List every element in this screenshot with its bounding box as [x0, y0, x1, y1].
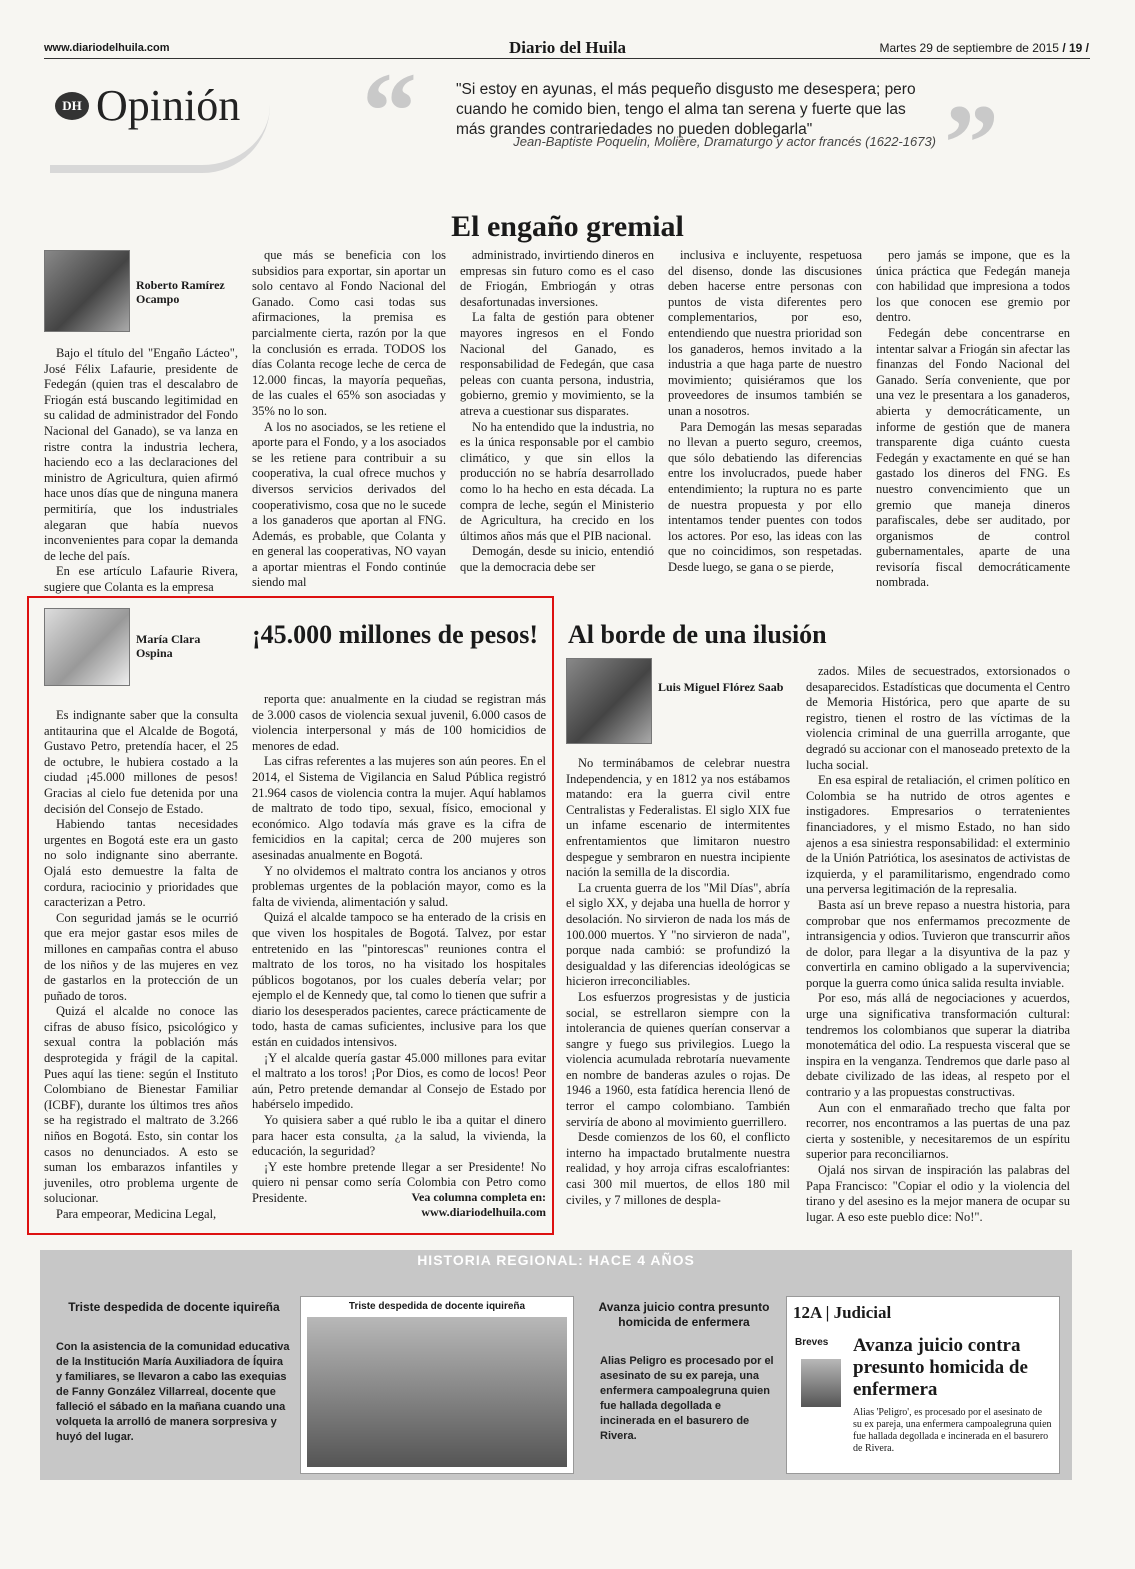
paragraph: pero jamás se impone, que es la única práctica que Fedegán maneja con habilidad que impresiona a todos los que conocen ese gremio por dentro. — [876, 248, 1070, 325]
article3-column-1 — [566, 756, 790, 1226]
quote-author: Jean-Baptiste Poquelin, Molière, Dramaturgo y actor francés (1622-1673) — [513, 134, 936, 149]
paragraph: Aun con el enmarañado trecho que falta por recorrer, nos encontramos a las puertas de una paz cierta y sostenible, y necesitaremos de un espíritu superior para reconciliarnos. — [806, 1100, 1070, 1162]
paragraph: Para empeorar, Medicina Legal, — [56, 1207, 217, 1221]
paragraph: Los esfuerzos progresistas y de justicia social, se estrellaron siempre con la intolerancia de quienes querían conservar a sangre y fuego sus privilegios. Luego la violencia acumulada rebrotaría nuevamente en nombre de banderas azules o rojas. De 1946 a 1960, esta fatídica herencia llenó de terror el campo colombiano. También serviría de abono al movimiento guerrillero. — [566, 989, 790, 1129]
paragraph: Bajo el título del "Engaño Lácteo", José Félix Lafaurie, presidente de Fedegán (quien tras el descalabro de Friogán está buscando legitimidad en su calidad de administrador del Fondo Nacional del Ganado), se va lanza en ristre contra la industria lechera, haciendo eco a las declaraciones del ministro de Agricultura, quien afirmó hace unos días que de ninguna manera permitiría, que los industriales alegaran que había nuevos inconvenientes para copar la demanda de leche del país. — [44, 346, 238, 563]
clip2-breves: Breves — [795, 1337, 829, 1348]
header-rule — [44, 58, 1090, 59]
author-photo — [566, 658, 652, 744]
article1-column-4 — [668, 248, 862, 588]
suspect-photo — [801, 1359, 841, 1407]
paragraph: Quizá el alcalde tampoco se ha enterado de la crisis en que viven los hospitales de Bogotá. Talvez, por estar entretenido en las "pintorescas" reuniones contra el maltrato de los toros, no ha visitado los hospitales públicos bogotanos, por los cuales debería velar; por ejemplo el de Kennedy que, tal como lo tienen que sufrir a diario los desesperados pacientes, carece prácticamente de todo, hasta de camas suficientes, inclusive para los que están en cuidados intensivos. — [252, 910, 546, 1050]
article2-column-1 — [44, 708, 238, 1224]
clip2-section: 12A | Judicial — [793, 1303, 892, 1322]
clip2-headline: Avanza juicio contra presunto homicida de enfermera — [853, 1335, 1028, 1400]
paragraph: Para Demogán las mesas separadas no llevan a puerto seguro, creemos, que sólo debatiendo las diferencias entre los involucrados, puede haber entendimiento; la ruptura no es parte de nuestra propuesta y por ello intentamos tender puentes con todos los actores. Por eso, las ideas con las que no coincidimos, son respetadas. Desde luego, se gana o se pierde, — [668, 419, 862, 574]
paragraph: No ha entendido que la industria, no es la única responsable por el cambio climático, y que sin ellos la producción no se habría desarrollado como lo ha hecho en esta década. La compra de leche, según el Ministerio de Agricultura, ha crecido en los últimos años más que el PIB nacional. — [460, 419, 654, 543]
story2-title: Avanza juicio contra presunto homicida de enfermera — [598, 1300, 770, 1329]
dh-logo: DH — [55, 92, 89, 120]
paragraph: Basta así un breve repaso a nuestra historia, para comprobar que nos enfermamos precozmente de intransigencia y odios. Tuvieron que transcurrir años de dolor, para llegar a la disyuntiva de la paz y convertirla en camino obligado a la supervivencia; porque la guerra como única salida resulta inviable. — [806, 897, 1070, 990]
story1-title: Triste despedida de docente iquireña — [68, 1300, 280, 1314]
article1-column-3 — [460, 248, 654, 588]
funeral-photo — [307, 1317, 567, 1467]
band-title: HISTORIA REGIONAL: HACE 4 AÑOS — [417, 1252, 695, 1268]
article1-byline: Roberto Ramírez Ocampo — [136, 278, 225, 306]
paragraph: Demogán, desde su inicio, entendió que la democracia debe ser — [460, 544, 654, 574]
article1-column-1 — [44, 346, 238, 594]
article1-column-2 — [252, 248, 446, 588]
paragraph: La falta de gestión para obtener mayores ingresos en el Fondo Nacional del Ganado, es responsabilidad de Fedegán, que casa peleas con cuanta persona, industria, gobierno, gremio y movimiento, se la atreva a cuestionar sus disparates. — [460, 310, 654, 418]
story2-text: Alias Peligro es procesado por el asesinato de su ex pareja, una enfermera campoalegruna quien fue hallada degollada e incinerada en el basurero de Rivera. — [600, 1355, 774, 1442]
paragraph: reporta que: anualmente en la ciudad se registran más de 3.000 casos de violencia sexual juvenil, 6.000 casos de violencia interpersonal y más de 100 homicidios de menores de edad. — [252, 692, 546, 753]
date-text: Martes 29 de septiembre de 2015 — [879, 41, 1059, 55]
clipping-story2 — [786, 1296, 1060, 1474]
paragraph: Las cifras referentes a las mujeres son aún peores. En el 2014, el Sistema de Vigilancia en Salud Pública registró 21.964 casos de violencia contra la mujer. Aquí hablamos de maltrato de todo tipo, sexual, físico, emocional y económico. Algo todavía más grave es la cifra de femicidios en la capital; cerca de 200 mujeres son asesinadas anualmente en Bogotá. — [252, 754, 546, 862]
masthead: Diario del Huila — [508, 38, 627, 57]
paragraph: No terminábamos de celebrar nuestra Independencia, y en 1812 ya nos estábamos matando: era la guerra civil entre Centralistas y Federalistas. El siglo XIX fue un infame escenario de intermitentes enfrentamientos que limitaron nuestro despegue y sembraron en nuestra incipiente nación la semilla de la discordia. — [566, 756, 790, 880]
author-photo — [44, 608, 130, 686]
close-quote-icon: ” — [944, 82, 999, 204]
paragraph: Habiendo tantas necesidades urgentes en Bogotá este era un gasto no solo indignante sino aberrante. Ojalá esto demuestre la falta de cordura, raciocinio y prioridades que caracterizan a Petro. — [44, 817, 238, 910]
paragraph: Yo quisiera saber a qué rublo le iba a quitar el dinero para hacer esta consulta, ¿a la salud, la vivienda, la educación, la seguridad? — [252, 1113, 546, 1159]
paragraph: Ojalá nos sirvan de inspiración las palabras del Papa Francisco: "Copiar el odio y la violencia del tirano y del asesino es la mejor manera de ocupar su lugar. A eso este pueblo dice: No!". — [806, 1163, 1070, 1224]
clip1-caption: Triste despedida de docente iquireña — [348, 1301, 526, 1312]
article3-byline: Luis Miguel Flórez Saab — [658, 680, 784, 694]
paragraph: Es indignante saber que la consulta antitaurina que el Alcalde de Bogotá, Gustavo Petro, pretendía hacer, el 25 de octubre, le hubiera costado a la ciudad ¡45.000 millones de pesos! Gracias al cielo fue detenida por una decisión del Consejo de Estado. — [44, 708, 238, 816]
paragraph: La cruenta guerra de los "Mil Días", abría el siglo XX, y dejaba una huella de horror y desolación. No sirvieron de nada los más de 100.000 muertos. Y "no sirvieron de nada", porque nada cambió: se profundizó la desigualdad y las diferencias ideológicas se hicieron irreconciliables. — [566, 880, 790, 989]
paragraph: Desde comienzos de los 60, el conflicto interno ha impactado brutalmente nuestra realidad, y hoy arroja cifras escalofriantes: casi 300 mil muertos, de ellos 180 mil civiles, y 7 millones de despla- — [566, 1130, 790, 1207]
paragraph: administrado, invirtiendo dineros en empresas sin futuro como es el caso de Friogán, Embriogán y otras desafortunadas inversiones. — [460, 248, 654, 309]
article3-headline: Al borde de una ilusión — [568, 620, 827, 649]
paragraph: Por eso, más allá de negociaciones y acuerdos, urge una significativa transformación cultural: tendremos los colombianos que superar la diatriba monotemática del odio. La respuesta visceral que se inspira en la venganza. Tendremos que darle paso al debate civilizado de las ideas, al respeto por el contrario y a las propuestas constructivas. — [806, 991, 1070, 1100]
paragraph: Quizá el alcalde no conoce las cifras de abuso físico, psicológico y sexual contra la población más desprotegida y frágil de la capital. Pues aquí las tiene: según el Instituto Colombiano de Bienestar Familiar (ICBF), durante los últimos tres años se ha registrado el maltrato de 3.266 niños en Bogotá. Esto, sin contar los casos no denunciados. A esto se suman los embarazos infantiles y juveniles, otro problema urgente de solucionar. — [44, 1004, 238, 1206]
clipping-photo-story1 — [300, 1296, 574, 1474]
paragraph: A los no asociados, se les retiene el aporte para el Fondo, y a los asociados se les retiene para contribuir a su cooperativa, la cual ofrece muchos y diversos servicios derivados del cooperativismo, cosa que no le sucede a los ganaderos que aportan al FNG. Además, es probable, que Colanta y en general las cooperativas, NO vayan a aportar mientras el Fondo continúe siendo mal — [252, 419, 446, 590]
article1-headline: El engaño gremial — [451, 210, 684, 243]
section-title: Opinión — [96, 81, 241, 130]
author-photo — [44, 250, 130, 332]
article3-column-2 — [806, 664, 1070, 1226]
paragraph: En ese artículo Lafaurie Rivera, sugiere que Colanta es la empresa — [44, 564, 238, 594]
paragraph: zados. Miles de secuestrados, extorsionados o desaparecidos. Estadísticas que documenta el Centro de Memoria Histórica, pero que aparte de su registro, tienen el rostro de las víctimas de la violencia criminal de una guerrilla arrogante, que degradó su accionar con el manoseado pretexto de la lucha social. — [806, 664, 1070, 772]
paragraph: Y no olvidemos el maltrato contra los ancianos y otros problemas urgentes de la población mayor, como es la falta de vivienda, alimentación y salud. — [252, 863, 546, 909]
clip2-text: Alias 'Peligro', es procesado por el asesinato de su ex pareja, una enfermera campoalegruna quien fue hallada degollada e incinerada en el basurero de Rivera. — [853, 1407, 1052, 1454]
article2-headline: ¡45.000 millones de pesos! — [252, 620, 538, 649]
open-quote-icon: “ — [362, 50, 417, 172]
paragraph: que más se beneficia con los subsidios para exportar, sin aportar un solo centavo al Fondo Nacional del Ganado. Como casi todas sus afirmaciones, la premisa es parcialmente cierta, razón por la que la conclusión es errada. TODOS los días Colanta recoge leche de cerca de 12.000 fincas, la mayoría pequeñas, de las cuales el 65% son asociadas y 35% no lo son. — [252, 248, 446, 418]
paragraph: Fedegán debe concentrarse en intentar salvar a Friogán sin afectar las finanzas del Fondo Nacional del Ganado. Sería conveniente, que por una vez le presentara a los ganaderos, abierta y democráticamente, un informe de gestión que de manera transparente diga cuánto cuesta Fedegán y exactamente en qué se han gastado los dineros del FNG. Es nuestro convencimiento que un gremio que maneja dineros parafiscales, debe ser auditado, por organismos de control gubernamentales, aparte de una revisoría fiscal democráticamente nombrada. — [876, 325, 1070, 590]
paragraph: En esa espiral de retaliación, el crimen político en Colombia se ha nutrido de otros agentes e instigadores. Empresarios o terratenientes financiadores, y el mismo Estado, no han sido ajenos a esa siniestra responsabilidad: el exterminio de la Unión Patriótica, los asesinatos de activistas de izquierda, y el paramilitarismo, engendrado como una perversa legitimación de la represalia. — [806, 773, 1070, 897]
paragraph: inclusiva e incluyente, respetuosa del disenso, donde las discusiones deben hacerse entre personas con puntos de vista diferentes pero complementarios, por eso, entendiendo que nuestra prioridad son los ganaderos, hemos invitado a la industria a que haga parte de nuestro movimiento; quisiéramos que los proveedores de insumos también se unan a nosotros. — [668, 248, 862, 418]
paragraph: ¡Y este hombre pretende llegar a ser Presidente! No quiero ni pensar como sería Colombia con Petro como Presidente. — [252, 1159, 546, 1205]
paragraph: Con seguridad jamás se le ocurrió que era mejor gastar esos miles de millones en campañas contra el abuso de los niños y de las mujeres en vez de gastarlos en la protección de un puñado de toros. — [44, 910, 238, 1003]
page-number: / 19 / — [1062, 41, 1089, 55]
signoff-url: www.diariodelhuila.com — [421, 1205, 546, 1219]
issue-date — [880, 41, 1089, 55]
story1-text: Con la asistencia de la comunidad educativa de la Institución María Auxiliadora de Íquira y familiares, se llevaron a cabo las exequias de Fanny González Villarreal, docente que falleció el sábado en la mañana cuando una volqueta la arrolló de manera sorpresiva y huyó del lugar. — [56, 1341, 290, 1443]
quote-text: "Si estoy en ayunas, el más pequeño disgusto me desespera; pero cuando he comido bien, tengo el alma tan serena y fuerte que las más grandes contrariedades no pueden doblegarla" — [456, 81, 916, 138]
signoff-label: Vea columna completa en: — [411, 1190, 546, 1204]
paragraph: ¡Y el alcalde quería gastar 45.000 millones para evitar el maltrato a los toros! ¡Por Dios, es como de locos! Peor aún, Petro pretende demandar al Consejo de Estado por habérselo impedido. — [252, 1050, 546, 1112]
article1-column-5 — [876, 248, 1070, 588]
article2-signoff — [252, 1190, 546, 1220]
article2-byline: María Clara Ospina — [136, 632, 201, 660]
website-url: www.diariodelhuila.com — [44, 42, 170, 54]
